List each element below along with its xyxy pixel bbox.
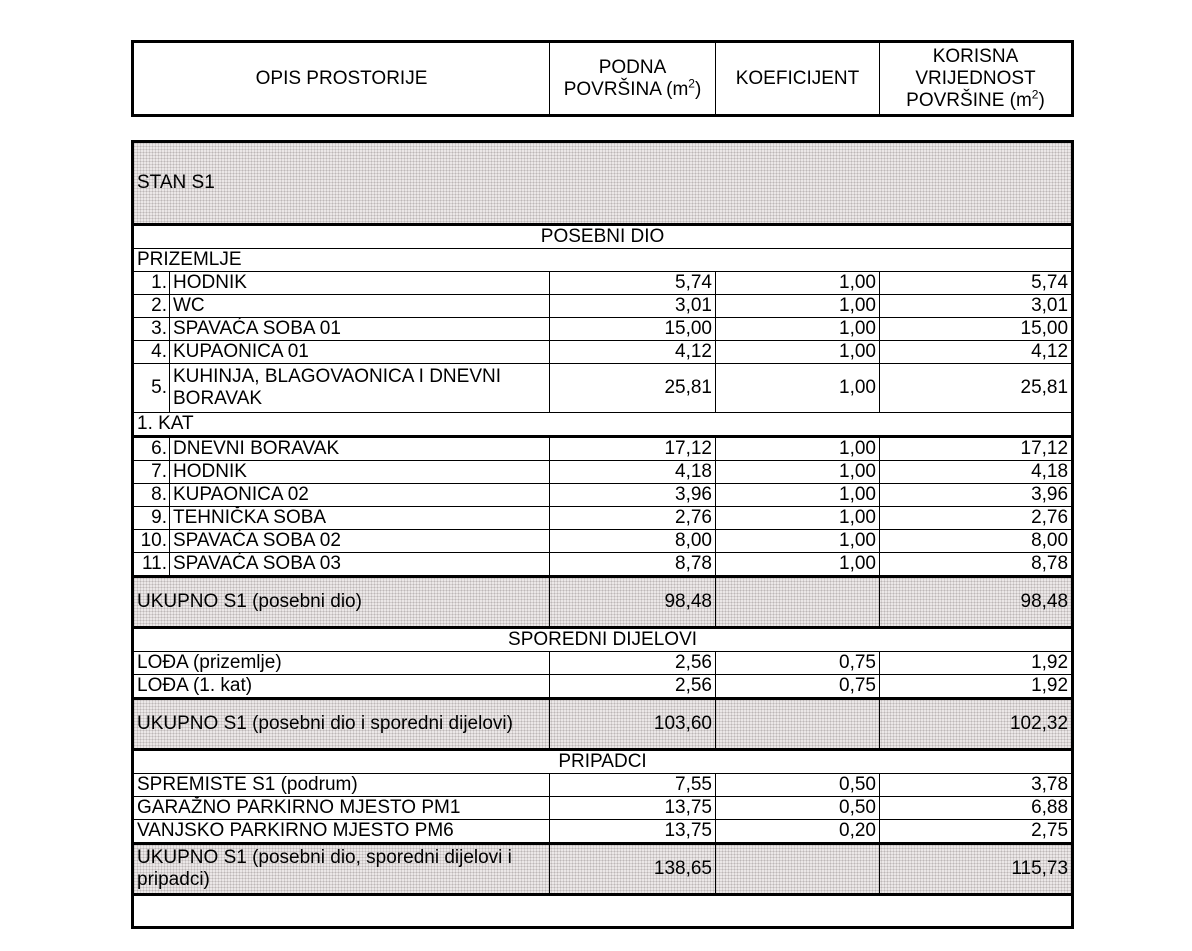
row-number: 11. [133,553,170,577]
section-title: POSEBNI DIO [133,225,1073,249]
table-row [133,341,1073,364]
room-coefficient: 1,00 [716,530,880,553]
room-area: 7,55 [550,774,716,797]
room-coefficient: 1,00 [716,364,880,413]
row-number: 1. [133,272,170,295]
total-area: 98,48 [550,577,716,628]
table-row [133,820,1073,844]
row-number: 3. [133,318,170,341]
empty-cell [133,895,1073,928]
room-area: 8,00 [550,530,716,553]
room-name: HODNIK [170,461,550,484]
total-coefficient-empty [716,699,880,750]
table-row [133,652,1073,675]
room-coefficient: 1,00 [716,553,880,577]
room-useful-area: 3,96 [880,484,1073,507]
room-area: 25,81 [550,364,716,413]
subsection-title: PRIZEMLJE [133,249,1073,272]
room-name: KUPAONICA 02 [170,484,550,507]
room-area: 4,12 [550,341,716,364]
room-area: 2,56 [550,652,716,675]
row-number: 9. [133,507,170,530]
header-table [131,40,1074,117]
room-useful-area: 25,81 [880,364,1073,413]
room-coefficient: 1,00 [716,295,880,318]
room-area: 3,01 [550,295,716,318]
row-number: 2. [133,295,170,318]
table-row [133,797,1073,820]
room-name: LOĐA (prizemlje) [133,652,550,675]
room-coefficient: 1,00 [716,437,880,461]
room-area: 15,00 [550,318,716,341]
section-title: PRIPADCI [133,750,1073,774]
section-title: SPOREDNI DIJELOVI [133,628,1073,652]
room-coefficient: 1,00 [716,272,880,295]
header-korisna-vrijednost: KORISNA VRIJEDNOST POVRŠINE $(m^2)$ [880,42,1073,116]
row-number: 7. [133,461,170,484]
section-row-pripadci [133,750,1073,774]
header-podna-povrsina: PODNA POVRŠINA $(m^2)$ [550,42,716,116]
room-coefficient: 1,00 [716,318,880,341]
room-coefficient: 0,75 [716,675,880,699]
header-row [133,42,1073,116]
section-row-sporedni [133,628,1073,652]
room-area: 3,96 [550,484,716,507]
room-useful-area: 6,88 [880,797,1073,820]
unit-title-row [133,142,1073,225]
room-name: GARAŽNO PARKIRNO MJESTO PM1 [133,797,550,820]
empty-trailing-row [133,895,1073,928]
room-useful-area: 5,74 [880,272,1073,295]
room-useful-area: 8,00 [880,530,1073,553]
room-area: 2,56 [550,675,716,699]
room-area: 2,76 [550,507,716,530]
total-row-pripadci [133,844,1073,895]
total-useful-area: 102,32 [880,699,1073,750]
total-coefficient-empty [716,844,880,895]
total-area: 138,65 [550,844,716,895]
room-name: SPAVAĆA SOBA 02 [170,530,550,553]
subsection-title: 1. KAT [133,413,1073,437]
room-name: WC [170,295,550,318]
room-coefficient: 0,50 [716,774,880,797]
section-row-posebni [133,225,1073,249]
subsection-row-kat [133,413,1073,437]
room-name: VANJSKO PARKIRNO MJESTO PM6 [133,820,550,844]
room-useful-area: 15,00 [880,318,1073,341]
table-row [133,553,1073,577]
room-useful-area: 17,12 [880,437,1073,461]
room-name: KUHINJA, BLAGOVAONICA I DNEVNI BORAVAK [170,364,550,413]
room-name: TEHNIČKA SOBA [170,507,550,530]
table-row [133,530,1073,553]
room-name: HODNIK [170,272,550,295]
row-number: 10. [133,530,170,553]
room-area: 13,75 [550,797,716,820]
table-row [133,272,1073,295]
table-row [133,774,1073,797]
total-label: UKUPNO S1 (posebni dio, sporedni dijelovi i pripadci) [133,844,550,895]
room-useful-area: 8,78 [880,553,1073,577]
header-opis-prostorije: OPIS PROSTORIJE [133,42,550,116]
room-area: 8,78 [550,553,716,577]
row-number: 5. [133,364,170,413]
room-name: LOĐA (1. kat) [133,675,550,699]
row-number: 8. [133,484,170,507]
room-area: 13,75 [550,820,716,844]
table-row [133,318,1073,341]
total-row-posebni [133,577,1073,628]
room-useful-area: 1,92 [880,675,1073,699]
room-area: 17,12 [550,437,716,461]
room-coefficient: 1,00 [716,484,880,507]
room-name: DNEVNI BORAVAK [170,437,550,461]
room-useful-area: 4,12 [880,341,1073,364]
table-row [133,295,1073,318]
header-koeficijent: KOEFICIJENT [716,42,880,116]
total-label: UKUPNO S1 (posebni dio i sporedni dijelovi) [133,699,550,750]
room-name: SPAVAĆA SOBA 01 [170,318,550,341]
room-coefficient: 1,00 [716,461,880,484]
room-useful-area: 3,78 [880,774,1073,797]
table-row [133,484,1073,507]
room-coefficient: 0,20 [716,820,880,844]
room-name: KUPAONICA 01 [170,341,550,364]
room-coefficient: 0,50 [716,797,880,820]
total-coefficient-empty [716,577,880,628]
room-useful-area: 3,01 [880,295,1073,318]
total-useful-area: 98,48 [880,577,1073,628]
room-name: SPREMISTE S1 (podrum) [133,774,550,797]
total-useful-area: 115,73 [880,844,1073,895]
total-area: 103,60 [550,699,716,750]
table-row [133,675,1073,699]
room-useful-area: 1,92 [880,652,1073,675]
table-row [133,364,1073,413]
total-label: UKUPNO S1 (posebni dio) [133,577,550,628]
room-useful-area: 2,76 [880,507,1073,530]
total-row-sporedni [133,699,1073,750]
table-row [133,461,1073,484]
area-table [131,140,1074,929]
room-coefficient: 1,00 [716,507,880,530]
room-area: 4,18 [550,461,716,484]
row-number: 4. [133,341,170,364]
row-number: 6. [133,437,170,461]
room-useful-area: 4,18 [880,461,1073,484]
room-coefficient: 1,00 [716,341,880,364]
unit-title: STAN S1 [133,142,1073,225]
table-row [133,437,1073,461]
room-coefficient: 0,75 [716,652,880,675]
room-area: 5,74 [550,272,716,295]
room-name: SPAVAĆA SOBA 03 [170,553,550,577]
room-useful-area: 2,75 [880,820,1073,844]
table-row [133,507,1073,530]
subsection-row-prizemlje [133,249,1073,272]
